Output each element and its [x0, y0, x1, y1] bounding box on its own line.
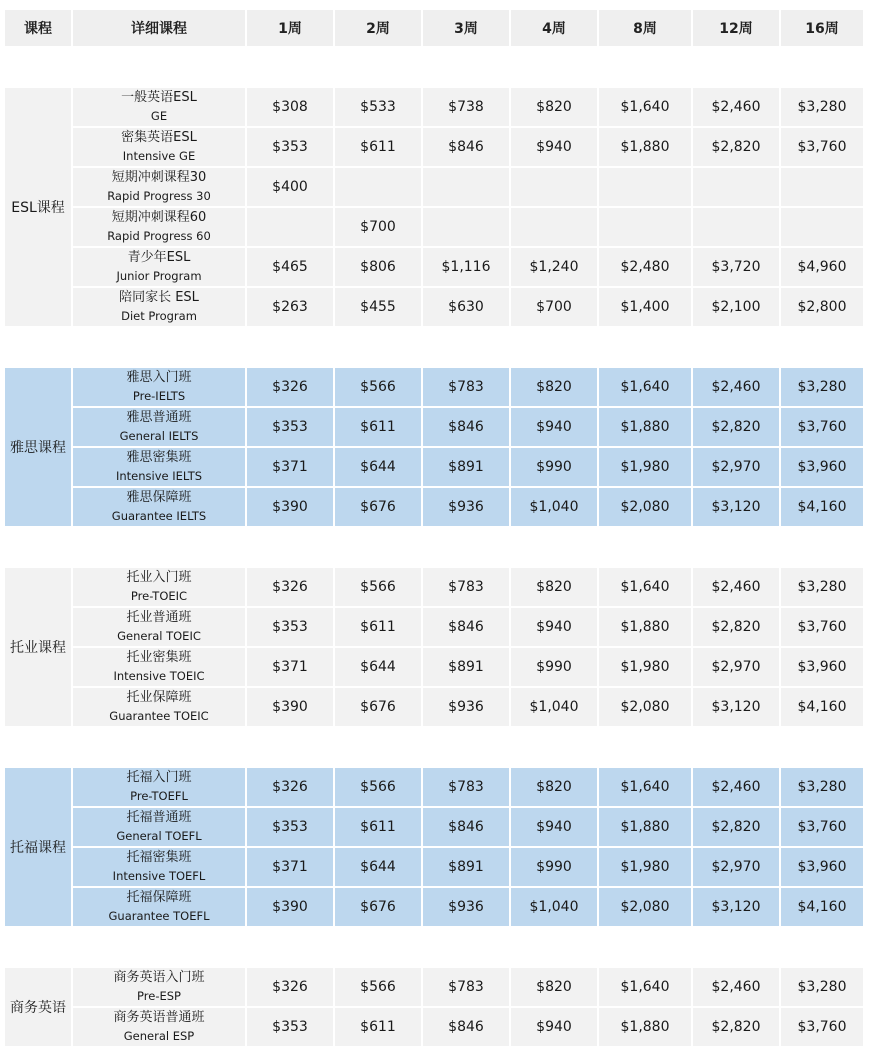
price-cell: $1,640: [599, 88, 691, 126]
course-detail-cell: [73, 848, 245, 886]
price-cell: $390: [247, 888, 333, 926]
price-cell: $676: [335, 688, 421, 726]
price-cell: $891: [423, 848, 509, 886]
group-ielts: [5, 368, 863, 526]
group-spacer: [5, 728, 863, 766]
price-cell: $566: [335, 568, 421, 606]
price-cell: $3,760: [781, 1008, 863, 1046]
course-name-cn: 商务英语入门班: [113, 970, 205, 985]
header-8-weeks: 8周: [599, 10, 691, 46]
group-spacer: [5, 928, 863, 966]
spacer-row: [5, 728, 863, 766]
course-name-en: GE: [150, 109, 168, 123]
price-cell: $533: [335, 88, 421, 126]
price-cell: $2,080: [599, 688, 691, 726]
price-cell: $353: [247, 808, 333, 846]
price-cell: $1,880: [599, 1008, 691, 1046]
course-detail-cell: [73, 248, 245, 286]
group-business-english: [5, 968, 863, 1046]
price-cell: $3,760: [781, 608, 863, 646]
course-detail-cell: [73, 288, 245, 326]
price-cell: $2,460: [693, 768, 779, 806]
course-detail-cell: [73, 888, 245, 926]
course-name-cn: 雅思密集班: [126, 450, 192, 465]
table-row: [5, 888, 863, 926]
course-name-en: General IELTS: [119, 429, 199, 443]
price-cell: [599, 168, 691, 206]
price-cell: $390: [247, 688, 333, 726]
group-label: ESL课程: [5, 88, 71, 326]
table-row: [5, 448, 863, 486]
price-cell: $820: [511, 968, 597, 1006]
price-cell: $371: [247, 848, 333, 886]
price-cell: $936: [423, 888, 509, 926]
price-cell: $846: [423, 408, 509, 446]
price-cell: [693, 168, 779, 206]
course-detail-cell: [73, 688, 245, 726]
price-cell: $783: [423, 568, 509, 606]
course-name-cn: 托福入门班: [126, 770, 192, 785]
price-cell: $3,120: [693, 888, 779, 926]
group-spacer: [5, 528, 863, 566]
price-cell: $2,080: [599, 488, 691, 526]
course-name-cn: 雅思保障班: [126, 490, 192, 505]
price-cell: [693, 208, 779, 246]
price-cell: $2,970: [693, 648, 779, 686]
course-name-cn: 商务英语普通班: [113, 1010, 205, 1025]
price-cell: $738: [423, 88, 509, 126]
course-name-cn: 托业入门班: [126, 570, 192, 585]
price-cell: $1,400: [599, 288, 691, 326]
course-name-en: Guarantee TOEIC: [109, 709, 209, 723]
price-cell: $846: [423, 128, 509, 166]
course-name-cn: 托业密集班: [126, 650, 192, 665]
price-cell: $611: [335, 128, 421, 166]
price-cell: $353: [247, 608, 333, 646]
price-cell: [511, 208, 597, 246]
price-cell: $940: [511, 1008, 597, 1046]
header-3-weeks: 3周: [423, 10, 509, 46]
spacer-row: [5, 48, 863, 86]
course-name-cn: 陪同家长 ESL: [119, 290, 199, 305]
course-price-table: [3, 8, 865, 1048]
price-cell: $1,640: [599, 368, 691, 406]
price-cell: $990: [511, 848, 597, 886]
course-name-en: Pre-IELTS: [132, 389, 186, 403]
price-cell: $806: [335, 248, 421, 286]
price-cell: $326: [247, 368, 333, 406]
group-label: 商务英语: [5, 968, 71, 1046]
price-cell: $700: [511, 288, 597, 326]
price-cell: $2,970: [693, 448, 779, 486]
price-cell: $2,080: [599, 888, 691, 926]
price-cell: $676: [335, 888, 421, 926]
price-cell: $1,980: [599, 448, 691, 486]
price-cell: [335, 168, 421, 206]
course-detail-cell: [73, 448, 245, 486]
price-cell: $891: [423, 648, 509, 686]
header-1-week: 1周: [247, 10, 333, 46]
price-cell: $990: [511, 648, 597, 686]
table-row: [5, 648, 863, 686]
price-cell: $2,460: [693, 968, 779, 1006]
price-cell: [423, 168, 509, 206]
price-cell: $940: [511, 608, 597, 646]
table-row: [5, 88, 863, 126]
price-cell: $940: [511, 408, 597, 446]
price-cell: $820: [511, 568, 597, 606]
group-toeic: [5, 568, 863, 726]
price-cell: $326: [247, 568, 333, 606]
header-detail-course: 详细课程: [73, 10, 245, 46]
spacer-cell: [5, 328, 863, 366]
price-cell: $846: [423, 808, 509, 846]
price-cell: $3,120: [693, 488, 779, 526]
price-cell: $644: [335, 648, 421, 686]
price-cell: [781, 168, 863, 206]
price-cell: $308: [247, 88, 333, 126]
table-row: [5, 408, 863, 446]
price-cell: $1,880: [599, 128, 691, 166]
price-cell: $465: [247, 248, 333, 286]
price-cell: $2,820: [693, 128, 779, 166]
course-name-cn: 短期冲刺课程60: [111, 210, 207, 225]
group-label: 托业课程: [5, 568, 71, 726]
table-row: [5, 768, 863, 806]
price-cell: $566: [335, 368, 421, 406]
price-cell: $783: [423, 968, 509, 1006]
course-name-cn: 雅思入门班: [126, 370, 192, 385]
course-detail-cell: [73, 968, 245, 1006]
price-cell: $644: [335, 848, 421, 886]
price-cell: $2,970: [693, 848, 779, 886]
table-row: [5, 208, 863, 246]
price-cell: $4,960: [781, 248, 863, 286]
course-name-en: General ESP: [123, 1029, 195, 1043]
price-cell: $3,760: [781, 408, 863, 446]
course-detail-cell: [73, 648, 245, 686]
price-cell: $1,040: [511, 688, 597, 726]
price-cell: $3,760: [781, 128, 863, 166]
price-cell: $353: [247, 1008, 333, 1046]
price-cell: $326: [247, 768, 333, 806]
course-detail-cell: [73, 768, 245, 806]
group-esl: [5, 88, 863, 326]
price-cell: $820: [511, 768, 597, 806]
course-name-en: Pre-TOEFL: [130, 789, 188, 803]
table-row: [5, 368, 863, 406]
spacer-cell: [5, 48, 863, 86]
price-cell: $3,760: [781, 808, 863, 846]
spacer-row: [5, 928, 863, 966]
course-name-en: Junior Program: [116, 269, 202, 283]
course-detail-cell: [73, 568, 245, 606]
header-4-weeks: 4周: [511, 10, 597, 46]
price-cell: $2,480: [599, 248, 691, 286]
table-row: [5, 568, 863, 606]
course-name-en: Guarantee TOEFL: [108, 909, 210, 923]
price-cell: $936: [423, 488, 509, 526]
price-cell: $1,880: [599, 608, 691, 646]
course-detail-cell: [73, 368, 245, 406]
price-cell: $611: [335, 1008, 421, 1046]
course-name-en: Rapid Progress 60: [107, 229, 211, 243]
price-cell: [423, 208, 509, 246]
spacer-row: [5, 328, 863, 366]
course-detail-cell: [73, 608, 245, 646]
table-row: [5, 808, 863, 846]
course-name-cn: 托福普通班: [126, 810, 192, 825]
course-name-en: Intensive TOEFL: [112, 869, 206, 883]
table-row: [5, 1008, 863, 1046]
price-cell: $371: [247, 648, 333, 686]
price-cell: $611: [335, 608, 421, 646]
price-cell: $3,280: [781, 368, 863, 406]
course-name-en: Diet Program: [121, 309, 197, 323]
price-cell: $846: [423, 608, 509, 646]
price-cell: $263: [247, 288, 333, 326]
course-detail-cell: [73, 488, 245, 526]
group-label: 雅思课程: [5, 368, 71, 526]
course-detail-cell: [73, 88, 245, 126]
price-cell: $820: [511, 88, 597, 126]
course-name-en: Rapid Progress 30: [107, 189, 211, 203]
table-row: [5, 128, 863, 166]
course-name-en: Intensive IELTS: [115, 469, 203, 483]
price-cell: $2,820: [693, 1008, 779, 1046]
price-cell: $611: [335, 408, 421, 446]
course-name-cn: 托业保障班: [126, 690, 192, 705]
spacer-cell: [5, 928, 863, 966]
price-cell: $400: [247, 168, 333, 206]
course-detail-cell: [73, 128, 245, 166]
price-cell: $676: [335, 488, 421, 526]
header-row: [5, 10, 863, 46]
price-cell: $4,160: [781, 888, 863, 926]
price-cell: $846: [423, 1008, 509, 1046]
price-cell: $4,160: [781, 688, 863, 726]
course-name-cn: 托福密集班: [126, 850, 192, 865]
course-name-en: Guarantee IELTS: [111, 509, 207, 523]
group-label: 托福课程: [5, 768, 71, 926]
spacer-cell: [5, 728, 863, 766]
group-toefl: [5, 768, 863, 926]
price-cell: $3,120: [693, 688, 779, 726]
price-cell: $891: [423, 448, 509, 486]
price-cell: $326: [247, 968, 333, 1006]
course-name-en: General TOEIC: [117, 629, 201, 643]
price-cell: $2,460: [693, 368, 779, 406]
price-cell: $1,116: [423, 248, 509, 286]
price-cell: $2,460: [693, 568, 779, 606]
table-row: [5, 608, 863, 646]
price-cell: $353: [247, 128, 333, 166]
price-cell: $1,040: [511, 488, 597, 526]
price-cell: $940: [511, 128, 597, 166]
price-cell: $566: [335, 768, 421, 806]
course-detail-cell: [73, 168, 245, 206]
table-row: [5, 968, 863, 1006]
price-cell: $390: [247, 488, 333, 526]
table-row: [5, 848, 863, 886]
spacer-cell: [5, 528, 863, 566]
price-cell: $566: [335, 968, 421, 1006]
price-cell: $1,040: [511, 888, 597, 926]
course-name-en: General TOEFL: [116, 829, 202, 843]
course-detail-cell: [73, 408, 245, 446]
table-header: [5, 10, 863, 46]
price-cell: $940: [511, 808, 597, 846]
course-detail-cell: [73, 1008, 245, 1046]
course-name-cn: 一般英语ESL: [121, 90, 197, 105]
price-cell: $455: [335, 288, 421, 326]
price-cell: $3,960: [781, 848, 863, 886]
price-cell: $353: [247, 408, 333, 446]
price-cell: $1,980: [599, 648, 691, 686]
price-cell: $820: [511, 368, 597, 406]
price-cell: [781, 208, 863, 246]
price-cell: $2,100: [693, 288, 779, 326]
course-name-en: Intensive GE: [122, 149, 196, 163]
price-cell: $1,640: [599, 568, 691, 606]
group-spacer: [5, 48, 863, 86]
price-cell: $2,460: [693, 88, 779, 126]
course-name-cn: 托福保障班: [126, 890, 192, 905]
price-cell: $2,820: [693, 608, 779, 646]
price-cell: $4,160: [781, 488, 863, 526]
price-cell: $644: [335, 448, 421, 486]
price-cell: $3,960: [781, 648, 863, 686]
price-cell: $3,280: [781, 768, 863, 806]
price-cell: $3,720: [693, 248, 779, 286]
price-cell: $1,880: [599, 408, 691, 446]
price-cell: [599, 208, 691, 246]
price-cell: $3,280: [781, 568, 863, 606]
price-cell: $783: [423, 768, 509, 806]
price-cell: [511, 168, 597, 206]
course-name-cn: 托业普通班: [126, 610, 192, 625]
table-row: [5, 168, 863, 206]
course-name-en: Pre-TOEIC: [130, 589, 188, 603]
course-detail-cell: [73, 808, 245, 846]
price-cell: $1,640: [599, 768, 691, 806]
price-cell: $3,280: [781, 88, 863, 126]
price-cell: $3,960: [781, 448, 863, 486]
course-name-cn: 短期冲刺课程30: [111, 170, 207, 185]
group-spacer: [5, 328, 863, 366]
header-2-weeks: 2周: [335, 10, 421, 46]
price-cell: $783: [423, 368, 509, 406]
price-cell: $3,280: [781, 968, 863, 1006]
course-name-en: Pre-ESP: [137, 989, 181, 1003]
header-16-weeks: 16周: [781, 10, 863, 46]
header-12-weeks: 12周: [693, 10, 779, 46]
course-name-cn: 雅思普通班: [126, 410, 192, 425]
price-cell: $700: [335, 208, 421, 246]
table-row: [5, 688, 863, 726]
table-row: [5, 248, 863, 286]
table-row: [5, 488, 863, 526]
price-cell: [247, 208, 333, 246]
price-cell: $990: [511, 448, 597, 486]
price-cell: $371: [247, 448, 333, 486]
price-cell: $611: [335, 808, 421, 846]
price-cell: $1,240: [511, 248, 597, 286]
course-name-cn: 密集英语ESL: [121, 130, 197, 145]
price-cell: $1,880: [599, 808, 691, 846]
price-cell: $2,820: [693, 408, 779, 446]
course-name-cn: 青少年ESL: [127, 250, 191, 265]
spacer-row: [5, 528, 863, 566]
price-cell: $2,800: [781, 288, 863, 326]
course-detail-cell: [73, 208, 245, 246]
price-cell: $936: [423, 688, 509, 726]
header-course: 课程: [5, 10, 71, 46]
course-name-en: Intensive TOEIC: [113, 669, 205, 683]
price-cell: $1,640: [599, 968, 691, 1006]
table-row: [5, 288, 863, 326]
price-cell: $630: [423, 288, 509, 326]
price-cell: $2,820: [693, 808, 779, 846]
price-cell: $1,980: [599, 848, 691, 886]
